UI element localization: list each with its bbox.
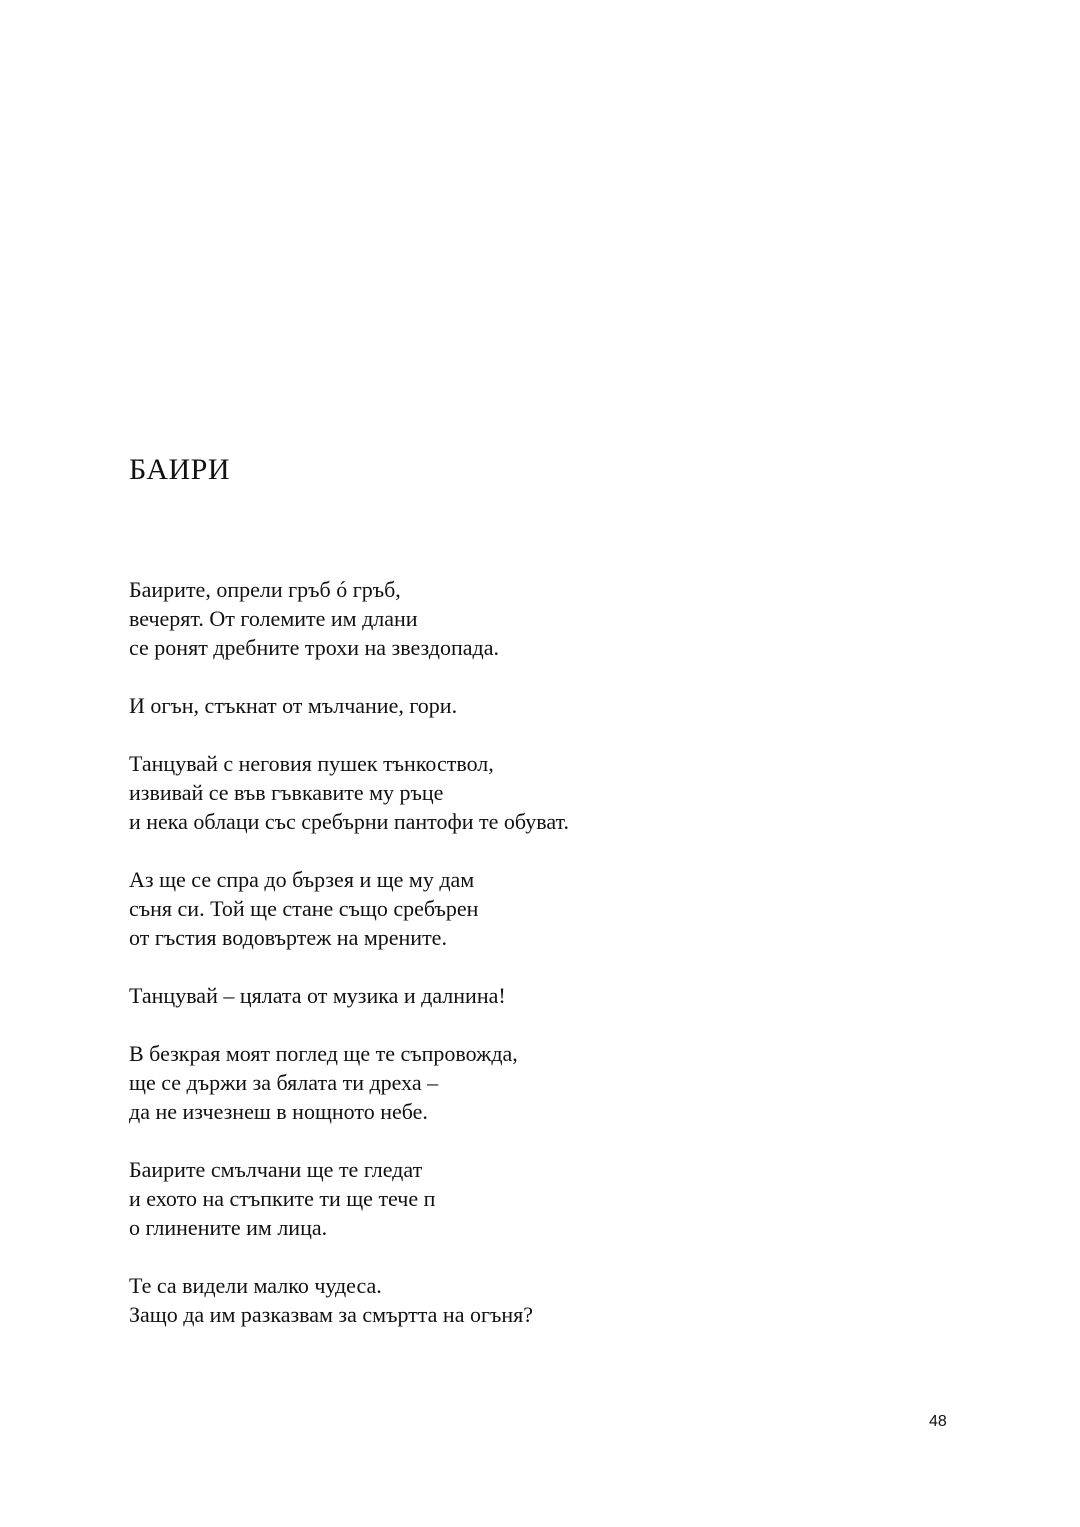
page-title: БАИРИ (129, 453, 231, 486)
poem-line: Баирите смълчани ще те гледат (129, 1157, 423, 1182)
stanza (129, 865, 989, 952)
poem-line: съня си. Той ще стане също сребърен (129, 896, 479, 921)
stanza (129, 1039, 989, 1126)
poem-line: Защо да им разказвам за смъртта на огъня? (129, 1302, 534, 1327)
poem-line: Танцувай – цялата от музика и далнина! (129, 983, 506, 1008)
poem-line: Те са видели малко чудеса. (129, 1273, 382, 1298)
stanza (129, 1155, 989, 1242)
poem-line: Аз ще се спра до бързея и ще му дам (129, 867, 475, 892)
poem-line: извивай се във гъвкавите му ръце (129, 780, 444, 805)
poem-line: о глинените им лица. (129, 1215, 328, 1240)
poem-line: и нека облаци със сребърни пантофи те обуват. (129, 809, 570, 834)
poem-line: Танцувай с неговия пушек тънкоствол, (129, 751, 494, 776)
poem-line: се ронят дребните трохи на звездопада. (129, 635, 499, 660)
stanza (129, 1271, 989, 1329)
poem-line: И огън, стъкнат от мълчание, гори. (129, 693, 458, 718)
stanza (129, 575, 989, 662)
poem-body (129, 575, 989, 1358)
poem-line: вечерят. От големите им длани (129, 606, 418, 631)
poem-line: В безкрая моят поглед ще те съпровожда, (129, 1041, 518, 1066)
poem-line: ще се държи за бялата ти дреха – (129, 1070, 439, 1095)
poem-line: да не изчезнеш в нощното небе. (129, 1099, 428, 1124)
poem-line: от гъстия водовъртеж на мрените. (129, 925, 447, 950)
page-number: 48 (929, 1413, 947, 1430)
stanza (129, 691, 989, 720)
stanza (129, 981, 989, 1010)
poem-line: Баирите, опрели гръб ó гръб, (129, 577, 401, 602)
stanza (129, 749, 989, 836)
poem-line: и ехото на стъпките ти ще тече п (129, 1186, 436, 1211)
